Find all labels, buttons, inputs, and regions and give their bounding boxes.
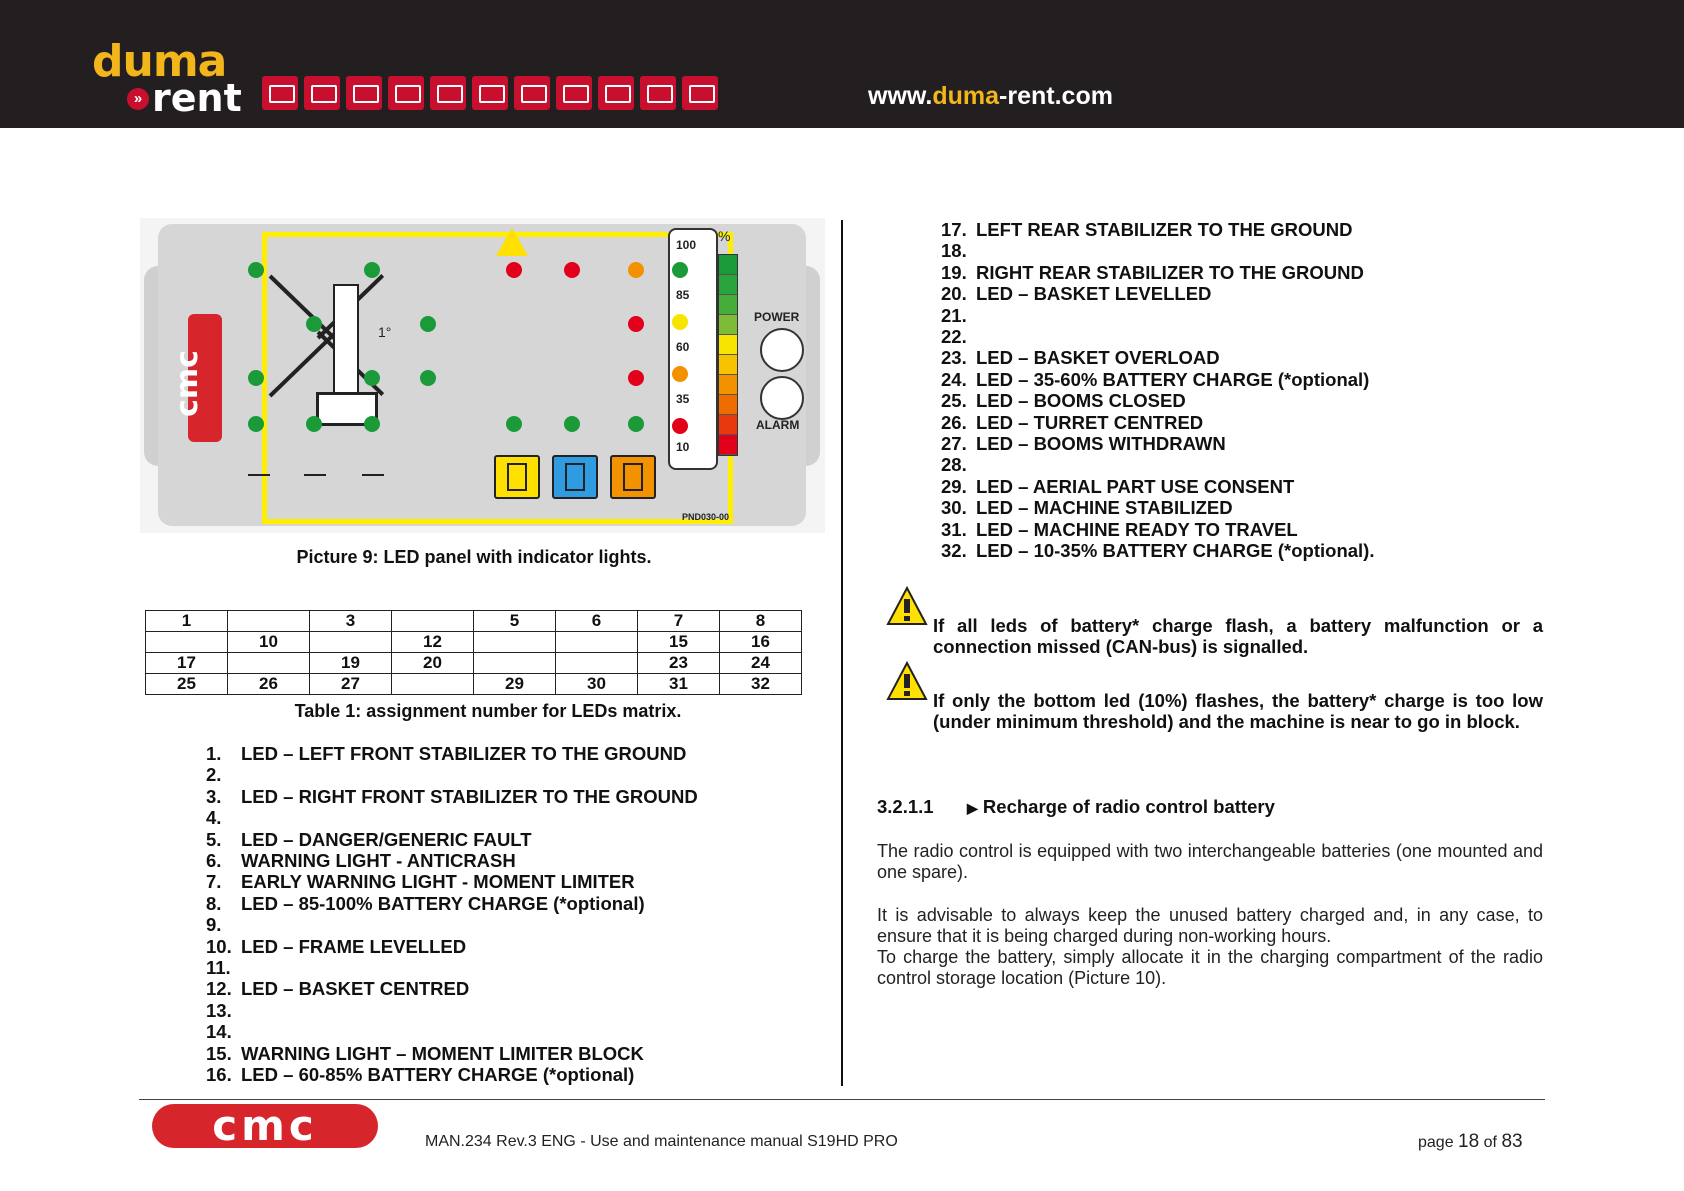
- table-cell: 24: [720, 653, 802, 674]
- list-item: 20. LED – BASKET LEVELLED: [941, 283, 1212, 305]
- table-cell: 10: [228, 632, 310, 653]
- led-16: [672, 314, 688, 330]
- page-total: 83: [1501, 1131, 1523, 1152]
- battery-label-100: 100: [676, 238, 697, 252]
- list-item: 19. RIGHT REAR STABILIZER TO THE GROUND: [941, 261, 1364, 283]
- battery-gauge: [718, 254, 738, 456]
- table-cell: 12: [392, 632, 474, 653]
- table-cell: 23: [638, 653, 720, 674]
- alarm-button: [760, 376, 804, 420]
- ready-to-travel-icon: [610, 455, 656, 499]
- telehandler-icon: [598, 76, 634, 110]
- table-cell: [556, 653, 638, 674]
- list-item: 30. LED – MACHINE STABILIZED: [941, 497, 1233, 519]
- list-item: 8. LED – 85-100% BATTERY CHARGE (*optional): [206, 892, 645, 914]
- battery-label-85: 85: [676, 288, 690, 302]
- website-url[interactable]: www.duma-rent.com: [868, 82, 1113, 110]
- table-cell: [146, 632, 228, 653]
- page-number: 18: [1458, 1131, 1480, 1152]
- turret-icon: [304, 456, 326, 476]
- warning-icon: [886, 661, 928, 701]
- table-cell: 16: [720, 632, 802, 653]
- list-item: 15. WARNING LIGHT – MOMENT LIMITER BLOCK: [206, 1042, 644, 1064]
- table-cell: [474, 653, 556, 674]
- list-item: 16. LED – 60-85% BATTERY CHARGE (*optional): [206, 1064, 635, 1086]
- logo-rent: rent: [152, 76, 242, 120]
- warning-note-1: If all leds of battery* charge flash, a battery malfunction or a connection missed (CAN-bus) is signalled.: [933, 615, 1543, 658]
- table-row: [146, 611, 802, 632]
- list-item: 9.: [206, 914, 222, 936]
- table-cell: 6: [556, 611, 638, 632]
- table-cell: [228, 653, 310, 674]
- list-item: 31. LED – MACHINE READY TO TRAVEL: [941, 518, 1298, 540]
- led-7: [628, 262, 644, 278]
- led-30: [564, 416, 580, 432]
- list-item: 27. LED – BOOMS WITHDRAWN: [941, 433, 1226, 455]
- led-list-right: [941, 219, 1374, 562]
- table-cell: 5: [474, 611, 556, 632]
- list-item: 26. LED – TURRET CENTRED: [941, 411, 1204, 433]
- led-27: [364, 416, 380, 432]
- table-row: [146, 653, 802, 674]
- machine-icons-strip: [262, 76, 718, 110]
- play-icon: ▶: [967, 800, 978, 816]
- column-divider: [841, 220, 843, 1086]
- list-item: 11.: [206, 957, 231, 979]
- logo-duma: duma: [92, 36, 227, 87]
- led-5: [506, 262, 522, 278]
- led-3: [364, 262, 380, 278]
- percent-label: %: [718, 228, 731, 244]
- led-26: [306, 416, 322, 432]
- battery-scale: [668, 228, 718, 470]
- table-row: [146, 632, 802, 653]
- list-item: 7. EARLY WARNING LIGHT - MOMENT LIMITER: [206, 871, 635, 893]
- led-31: [628, 416, 644, 432]
- led-24: [672, 366, 688, 382]
- list-item: 29. LED – AERIAL PART USE CONSENT: [941, 475, 1295, 497]
- list-item: 32. LED – 10-35% BATTERY CHARGE (*optional).: [941, 540, 1375, 562]
- table-cell: 30: [556, 674, 638, 695]
- table-cell: 3: [310, 611, 392, 632]
- table-cell: 27: [310, 674, 392, 695]
- led-6: [564, 262, 580, 278]
- table-cell: 8: [720, 611, 802, 632]
- section-heading: [877, 796, 1275, 818]
- warning-note-2: If only the bottom led (10%) flashes, the battery* charge is too low (under minimum threshold) and the machine is near to go in block.: [933, 690, 1543, 733]
- table-cell: 26: [228, 674, 310, 695]
- mini-loader-icon: [388, 76, 424, 110]
- list-item: 4.: [206, 807, 222, 829]
- frame-icon: [333, 284, 359, 398]
- figure-caption: Picture 9: LED panel with indicator lights.: [296, 547, 652, 567]
- led-1: [248, 262, 264, 278]
- degree-label: 1°: [378, 324, 392, 340]
- led-20: [420, 370, 436, 386]
- table-caption: Table 1: assignment number for LEDs matrix.: [294, 701, 682, 721]
- table-cell: 1: [146, 611, 228, 632]
- list-item: 1. LED – LEFT FRONT STABILIZER TO THE GROUND: [206, 743, 687, 764]
- paragraph-3: To charge the battery, simply allocate it in the charging compartment of the radio control storage location (Picture 10).: [877, 947, 1543, 989]
- table-cell: [310, 632, 392, 653]
- list-item: 2.: [206, 764, 222, 786]
- list-item: 23. LED – BASKET OVERLOAD: [941, 347, 1220, 369]
- led-matrix-table: [145, 610, 802, 695]
- led-12: [420, 316, 436, 332]
- paragraph-2: It is advisable to always keep the unused battery charged and, in any case, to ensure that it is being charged during non-working hours.: [877, 905, 1543, 947]
- use-consent-icon: [494, 455, 540, 499]
- list-item: 25. LED – BOOMS CLOSED: [941, 390, 1186, 412]
- list-item: 14.: [206, 1021, 232, 1043]
- list-item: 28.: [941, 454, 967, 476]
- list-item: 13.: [206, 999, 232, 1021]
- table-cell: 15: [638, 632, 720, 653]
- table-cell: [474, 632, 556, 653]
- list-item: 10. LED – FRAME LEVELLED: [206, 935, 467, 957]
- cmc-vertical-logo: cmc: [188, 314, 222, 442]
- crane-icon: [682, 76, 718, 110]
- skid-steer-icon: [262, 76, 298, 110]
- stabilizer-down-icon: [248, 456, 270, 476]
- led-list-left: [206, 743, 698, 1086]
- power-label: POWER: [754, 310, 800, 324]
- footer-rule: [139, 1099, 1545, 1100]
- list-item: 12. LED – BASKET CENTRED: [206, 978, 470, 1000]
- figure-code: PND030-00: [682, 512, 730, 522]
- excavator-icon: [472, 76, 508, 110]
- logo-arrow-icon: »: [127, 88, 149, 110]
- scissor-lift-icon: [304, 76, 340, 110]
- list-item: 6. WARNING LIGHT - ANTICRASH: [206, 850, 516, 872]
- panel-body: [158, 224, 806, 526]
- led-8: [672, 262, 688, 278]
- list-item: 17. LEFT REAR STABILIZER TO THE GROUND: [941, 219, 1353, 240]
- table-cell: 20: [392, 653, 474, 674]
- led-25: [248, 416, 264, 432]
- table-cell: [228, 611, 310, 632]
- table-cell: [392, 674, 474, 695]
- paragraph-1: The radio control is equipped with two interchangeable batteries (one mounted and one spare).: [877, 841, 1543, 883]
- forklift-icon: [514, 76, 550, 110]
- stabilized-icon: [552, 455, 598, 499]
- backhoe-icon: [556, 76, 592, 110]
- boom-lift-icon: [640, 76, 676, 110]
- led-29: [506, 416, 522, 432]
- led-17: [248, 370, 264, 386]
- battery-label-60: 60: [676, 340, 690, 354]
- table-cell: 25: [146, 674, 228, 695]
- led-10: [306, 316, 322, 332]
- list-item: 3. LED – RIGHT FRONT STABILIZER TO THE GROUND: [206, 785, 698, 807]
- table-cell: 31: [638, 674, 720, 695]
- header-bar: [0, 0, 1684, 128]
- document-title: MAN.234 Rev.3 ENG - Use and maintenance manual S19HD PRO: [425, 1133, 898, 1150]
- table-cell: [556, 632, 638, 653]
- table-cell: 29: [474, 674, 556, 695]
- alarm-label: ALARM: [756, 418, 800, 432]
- tractor-icon: [430, 76, 466, 110]
- boom-withdraw-icon: [362, 456, 384, 476]
- table-cell: 32: [720, 674, 802, 695]
- list-item: 5. LED – DANGER/GENERIC FAULT: [206, 828, 532, 850]
- led-15: [628, 316, 644, 332]
- table-cell: 19: [310, 653, 392, 674]
- battery-label-10: 10: [676, 440, 690, 454]
- danger-icon: [496, 228, 528, 256]
- page-indicator: page 18 of 83: [1418, 1131, 1523, 1152]
- table-cell: 7: [638, 611, 720, 632]
- table-row: [146, 674, 802, 695]
- compactor-icon: [346, 76, 382, 110]
- battery-label-35: 35: [676, 392, 690, 406]
- warning-icon: [886, 586, 928, 626]
- led-23: [628, 370, 644, 386]
- table-cell: [392, 611, 474, 632]
- led-32: [672, 418, 688, 434]
- cmc-footer-logo: cmc: [152, 1104, 378, 1148]
- list-item: 24. LED – 35-60% BATTERY CHARGE (*optional): [941, 368, 1370, 390]
- list-item: 21.: [941, 304, 967, 326]
- power-button: [760, 328, 804, 372]
- section-title: Recharge of radio control battery: [982, 796, 1275, 817]
- led-panel-figure: [140, 218, 825, 533]
- list-item: 18.: [941, 240, 967, 262]
- list-item: 22.: [941, 326, 967, 348]
- led-19: [364, 370, 380, 386]
- section-number: 3.2.1.1: [877, 796, 934, 817]
- table-cell: 17: [146, 653, 228, 674]
